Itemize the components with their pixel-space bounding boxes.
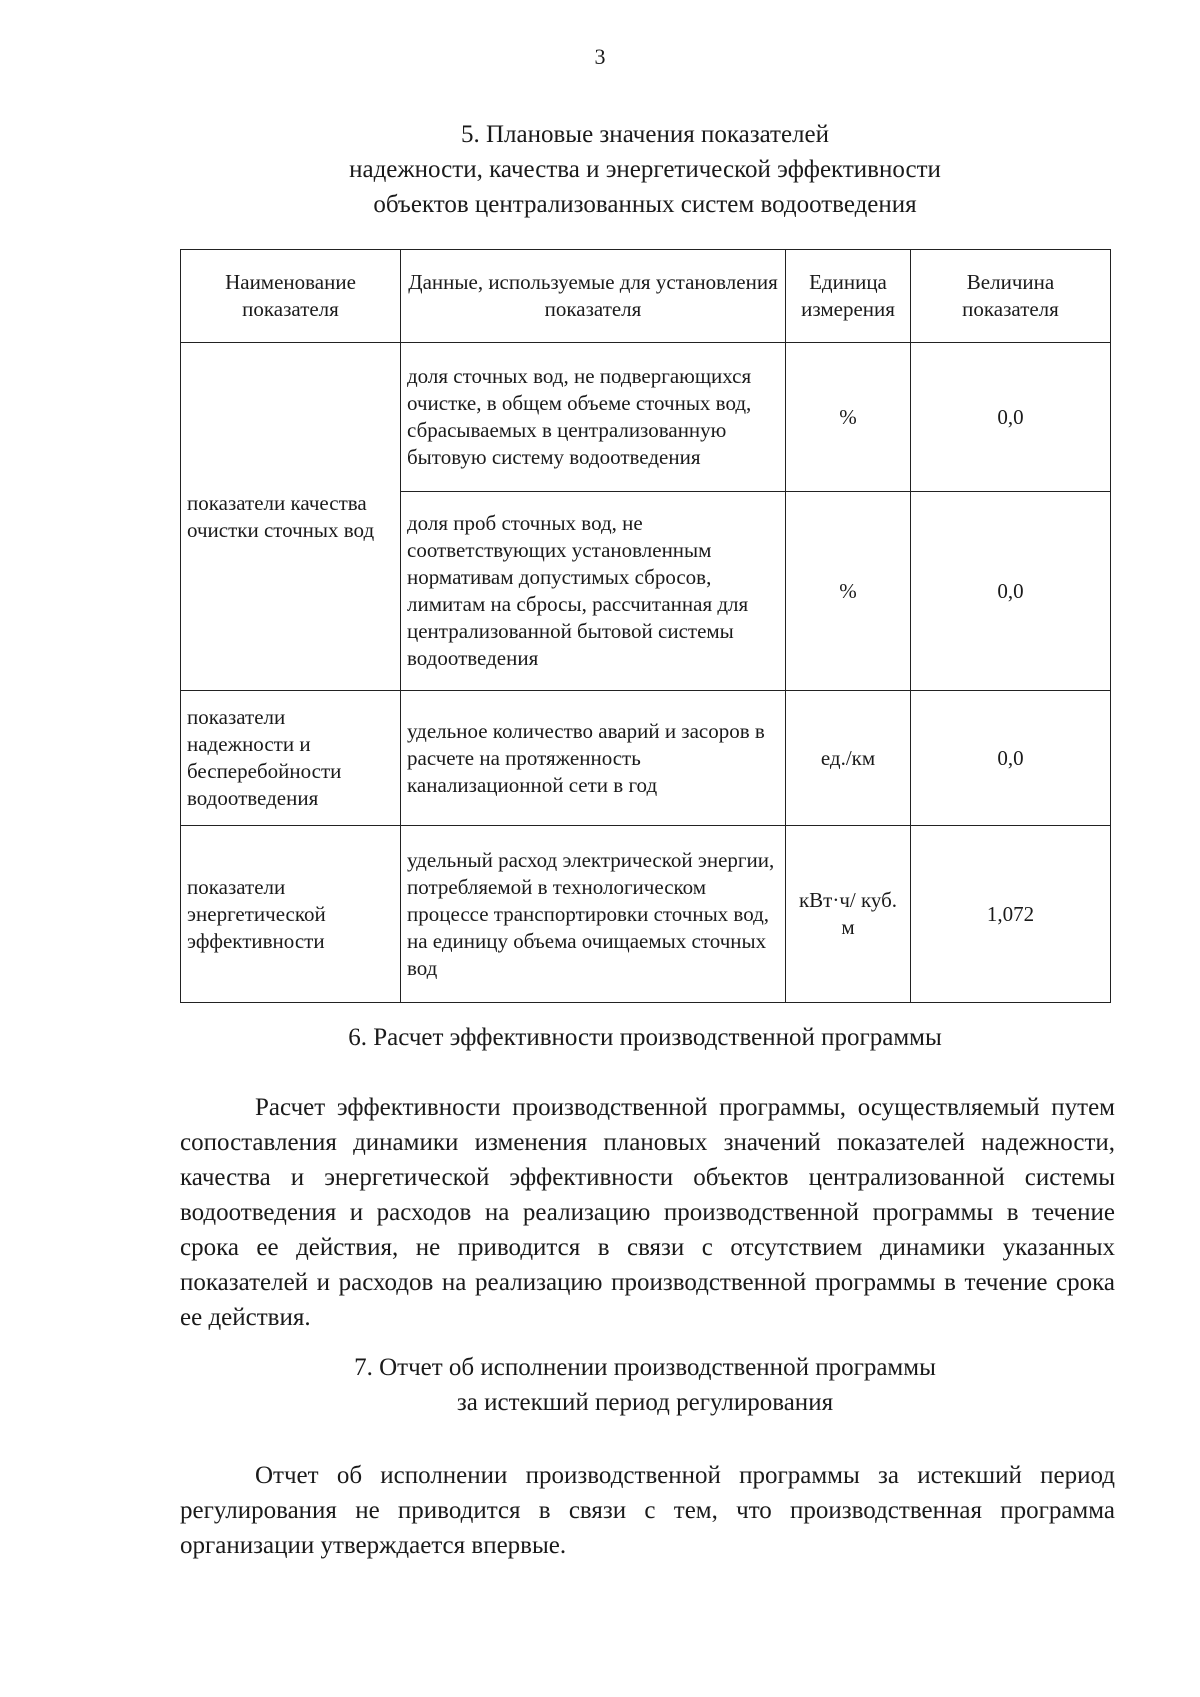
table-row [181, 343, 1111, 492]
indicator-group-name: показатели качества очистки сточных вод [181, 343, 401, 691]
section-5-heading-line: 5. Плановые значения показателей [460, 121, 830, 148]
table-row [181, 691, 1111, 826]
header-indicator-name: Наименование показателя [181, 250, 401, 343]
indicator-data: доля сточных вод, не подвергающихся очистке, в общем объеме сточных вод, сбрасываемых в централизованную бытовую систему водоотведения [401, 343, 786, 492]
indicator-value: 0,0 [911, 343, 1111, 492]
indicator-value: 1,072 [911, 826, 1111, 1003]
section-6-paragraph: Расчет эффективности производственной программы, осуществляемый путем сопоставления динамики изменения плановых значений показателей надежности, качества и энергетической эффективности объектов централизованной системы водоотведения и расходов на реализацию производственной программы в течение срока ее действия, не приводится в связи с отсутствием динамики указанных показателей и расходов на реализацию производственной программы в течение срока ее действия. [180, 1094, 1115, 1331]
section-7-paragraph: Отчет об исполнении производственной программы за истекший период регулирования не приводится в связи с тем, что производственная программа организации утверждается впервые. [180, 1462, 1115, 1559]
header-unit: Единица измерения [786, 250, 911, 343]
section-6-heading [150, 1020, 1140, 1055]
table-row [181, 826, 1111, 1003]
page-number: 3 [594, 44, 606, 69]
indicator-data: удельный расход электрической энергии, потребляемой в технологическом процессе транспортировки сточных вод, на единицу объема очищаемых сточных вод [401, 826, 786, 1003]
indicator-group-name: показатели энергетической эффективности [181, 826, 401, 1003]
table-header-row [181, 250, 1111, 343]
section-7-heading-line: за истекший период регулирования [456, 1389, 834, 1416]
indicator-unit: % [786, 492, 911, 691]
indicator-value: 0,0 [911, 691, 1111, 826]
section-7-heading [150, 1350, 1140, 1420]
indicator-data: удельное количество аварий и засоров в расчете на протяженность канализационной сети в год [401, 691, 786, 826]
indicator-unit: % [786, 343, 911, 492]
indicator-unit: ед./км [786, 691, 911, 826]
indicator-group-name: показатели надежности и бесперебойности водоотведения [181, 691, 401, 826]
indicators-table [180, 249, 1111, 1003]
header-source-data: Данные, используемые для установления показателя [401, 250, 786, 343]
section-7-heading-line: 7. Отчет об исполнении производственной программы [354, 1354, 936, 1381]
section-5-heading-line: надежности, качества и энергетической эффективности [349, 156, 941, 183]
section-5-heading-line: объектов централизованных систем водоотведения [373, 191, 917, 218]
section-5-heading [150, 117, 1140, 222]
section-6-heading-line: 6. Расчет эффективности производственной программы [348, 1024, 942, 1051]
indicator-value: 0,0 [911, 492, 1111, 691]
indicator-unit: кВт·ч/ куб. м [786, 826, 911, 1003]
indicator-data: доля проб сточных вод, не соответствующих установленным нормативам допустимых сбросов, лимитам на сбросы, рассчитанная для централизованной бытовой системы водоотведения [401, 492, 786, 691]
header-value: Величина показателя [911, 250, 1111, 343]
